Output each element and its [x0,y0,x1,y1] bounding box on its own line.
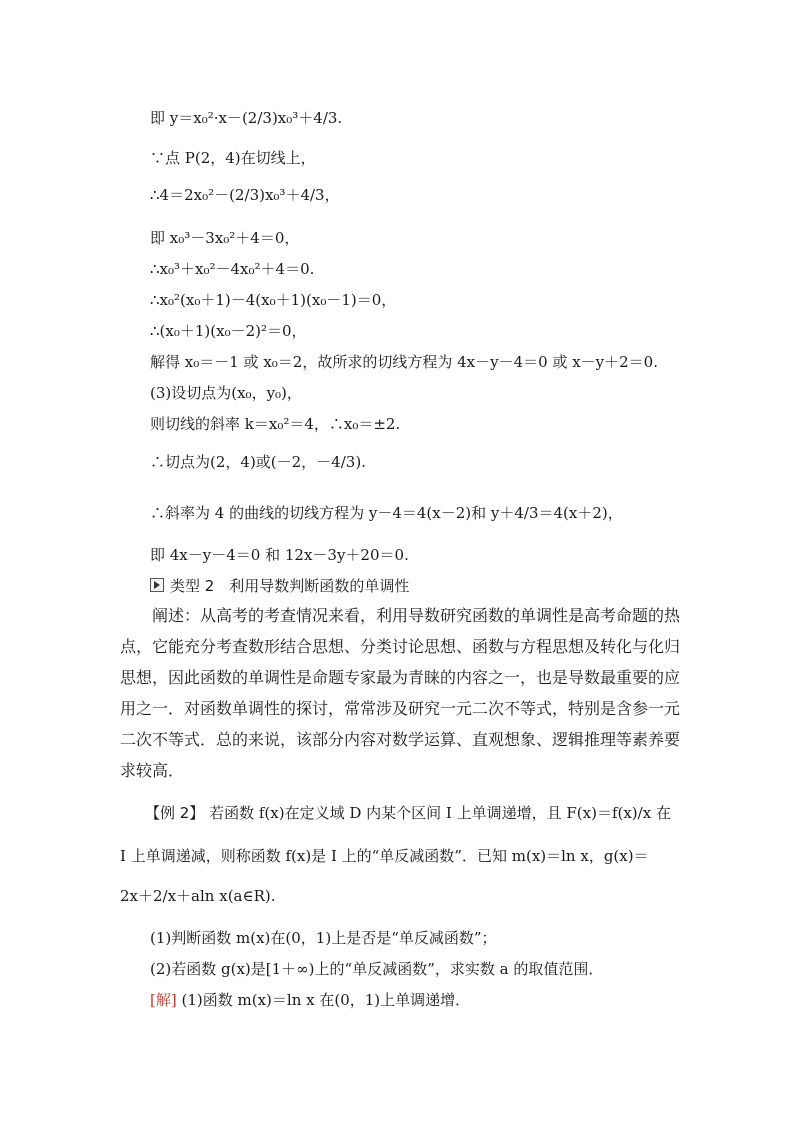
example-line: 若函数 f(x)在定义域 D 内某个区间 I 上单调递增，且 F(x)＝f(x)/x 在 [209,804,671,822]
section-heading-text: 类型 2 利用导数判断函数的单调性 [170,577,410,595]
description-paragraph: 阐述：从高考的考查情况来看，利用导数研究函数的单调性是高考命题的热点，它能充分考查数形结合思想、分类讨论思想、函数与方程思想及转化与化归思想，因此函数的单调性是命题专家最为青睐的内容之一，也是导数最重要的应用之一．对函数单调性的探讨，常常涉及研究一元二次不等式，特别是含参一元二次不等式．总的来说，该部分内容对数学运算、直观想象、逻辑推理等素养要求较高． [120,606,681,780]
play-triangle-icon [150,578,164,592]
solution-tag: [解] [150,991,177,1009]
step-line: 即 y＝x₀²·x－(2/3)x₀³＋4/3. [150,109,343,127]
question-1: (1)判断函数 m(x)在(0，1)上是否是“单反减函数”； [150,929,497,947]
step-line: 则切线的斜率 k＝x₀²＝4，∴x₀＝±2. [150,415,401,433]
step-line: ∴切点为(2，4)或(－2，－4/3). [150,453,366,471]
section-heading [150,575,409,596]
step-line: ∵点 P(2，4)在切线上， [150,149,316,167]
question-2: (2)若函数 g(x)是[1＋∞)上的“单反减函数”，求实数 a 的取值范围． [150,960,604,978]
step-line: ∴x₀²(x₀＋1)－4(x₀＋1)(x₀－1)＝0， [150,291,397,309]
solution-text: (1)函数 m(x)＝ln x 在(0，1)上单调递增． [181,991,471,1009]
step-line: 解得 x₀＝－1 或 x₀＝2，故所求的切线方程为 4x－y－4＝0 或 x－y＋2＝0. [150,353,658,371]
step-line: (3)设切点为(x₀，y₀)， [150,384,302,402]
example-line: I 上单调递减，则称函数 f(x)是 I 上的“单反减函数”．已知 m(x)＝ln x，g(x)＝ [120,847,649,865]
step-line: ∴4＝2x₀²－(2/3)x₀³＋4/3， [150,186,340,204]
step-line: ∴(x₀＋1)(x₀－2)²＝0， [150,322,307,340]
example-label: 【例 2】 [145,804,205,822]
step-line: 即 4x－y－4＝0 和 12x－3y＋20＝0. [150,546,409,564]
step-line: ∴斜率为 4 的曲线的切线方程为 y－4＝4(x－2)和 y＋4/3＝4(x＋2)， [150,504,623,522]
step-line: 即 x₀³－3x₀²＋4＝0， [150,229,300,247]
example-line: 2x＋2/x＋aln x(a∈R). [120,887,276,905]
step-line: ∴x₀³＋x₀²－4x₀²＋4＝0. [150,260,315,278]
